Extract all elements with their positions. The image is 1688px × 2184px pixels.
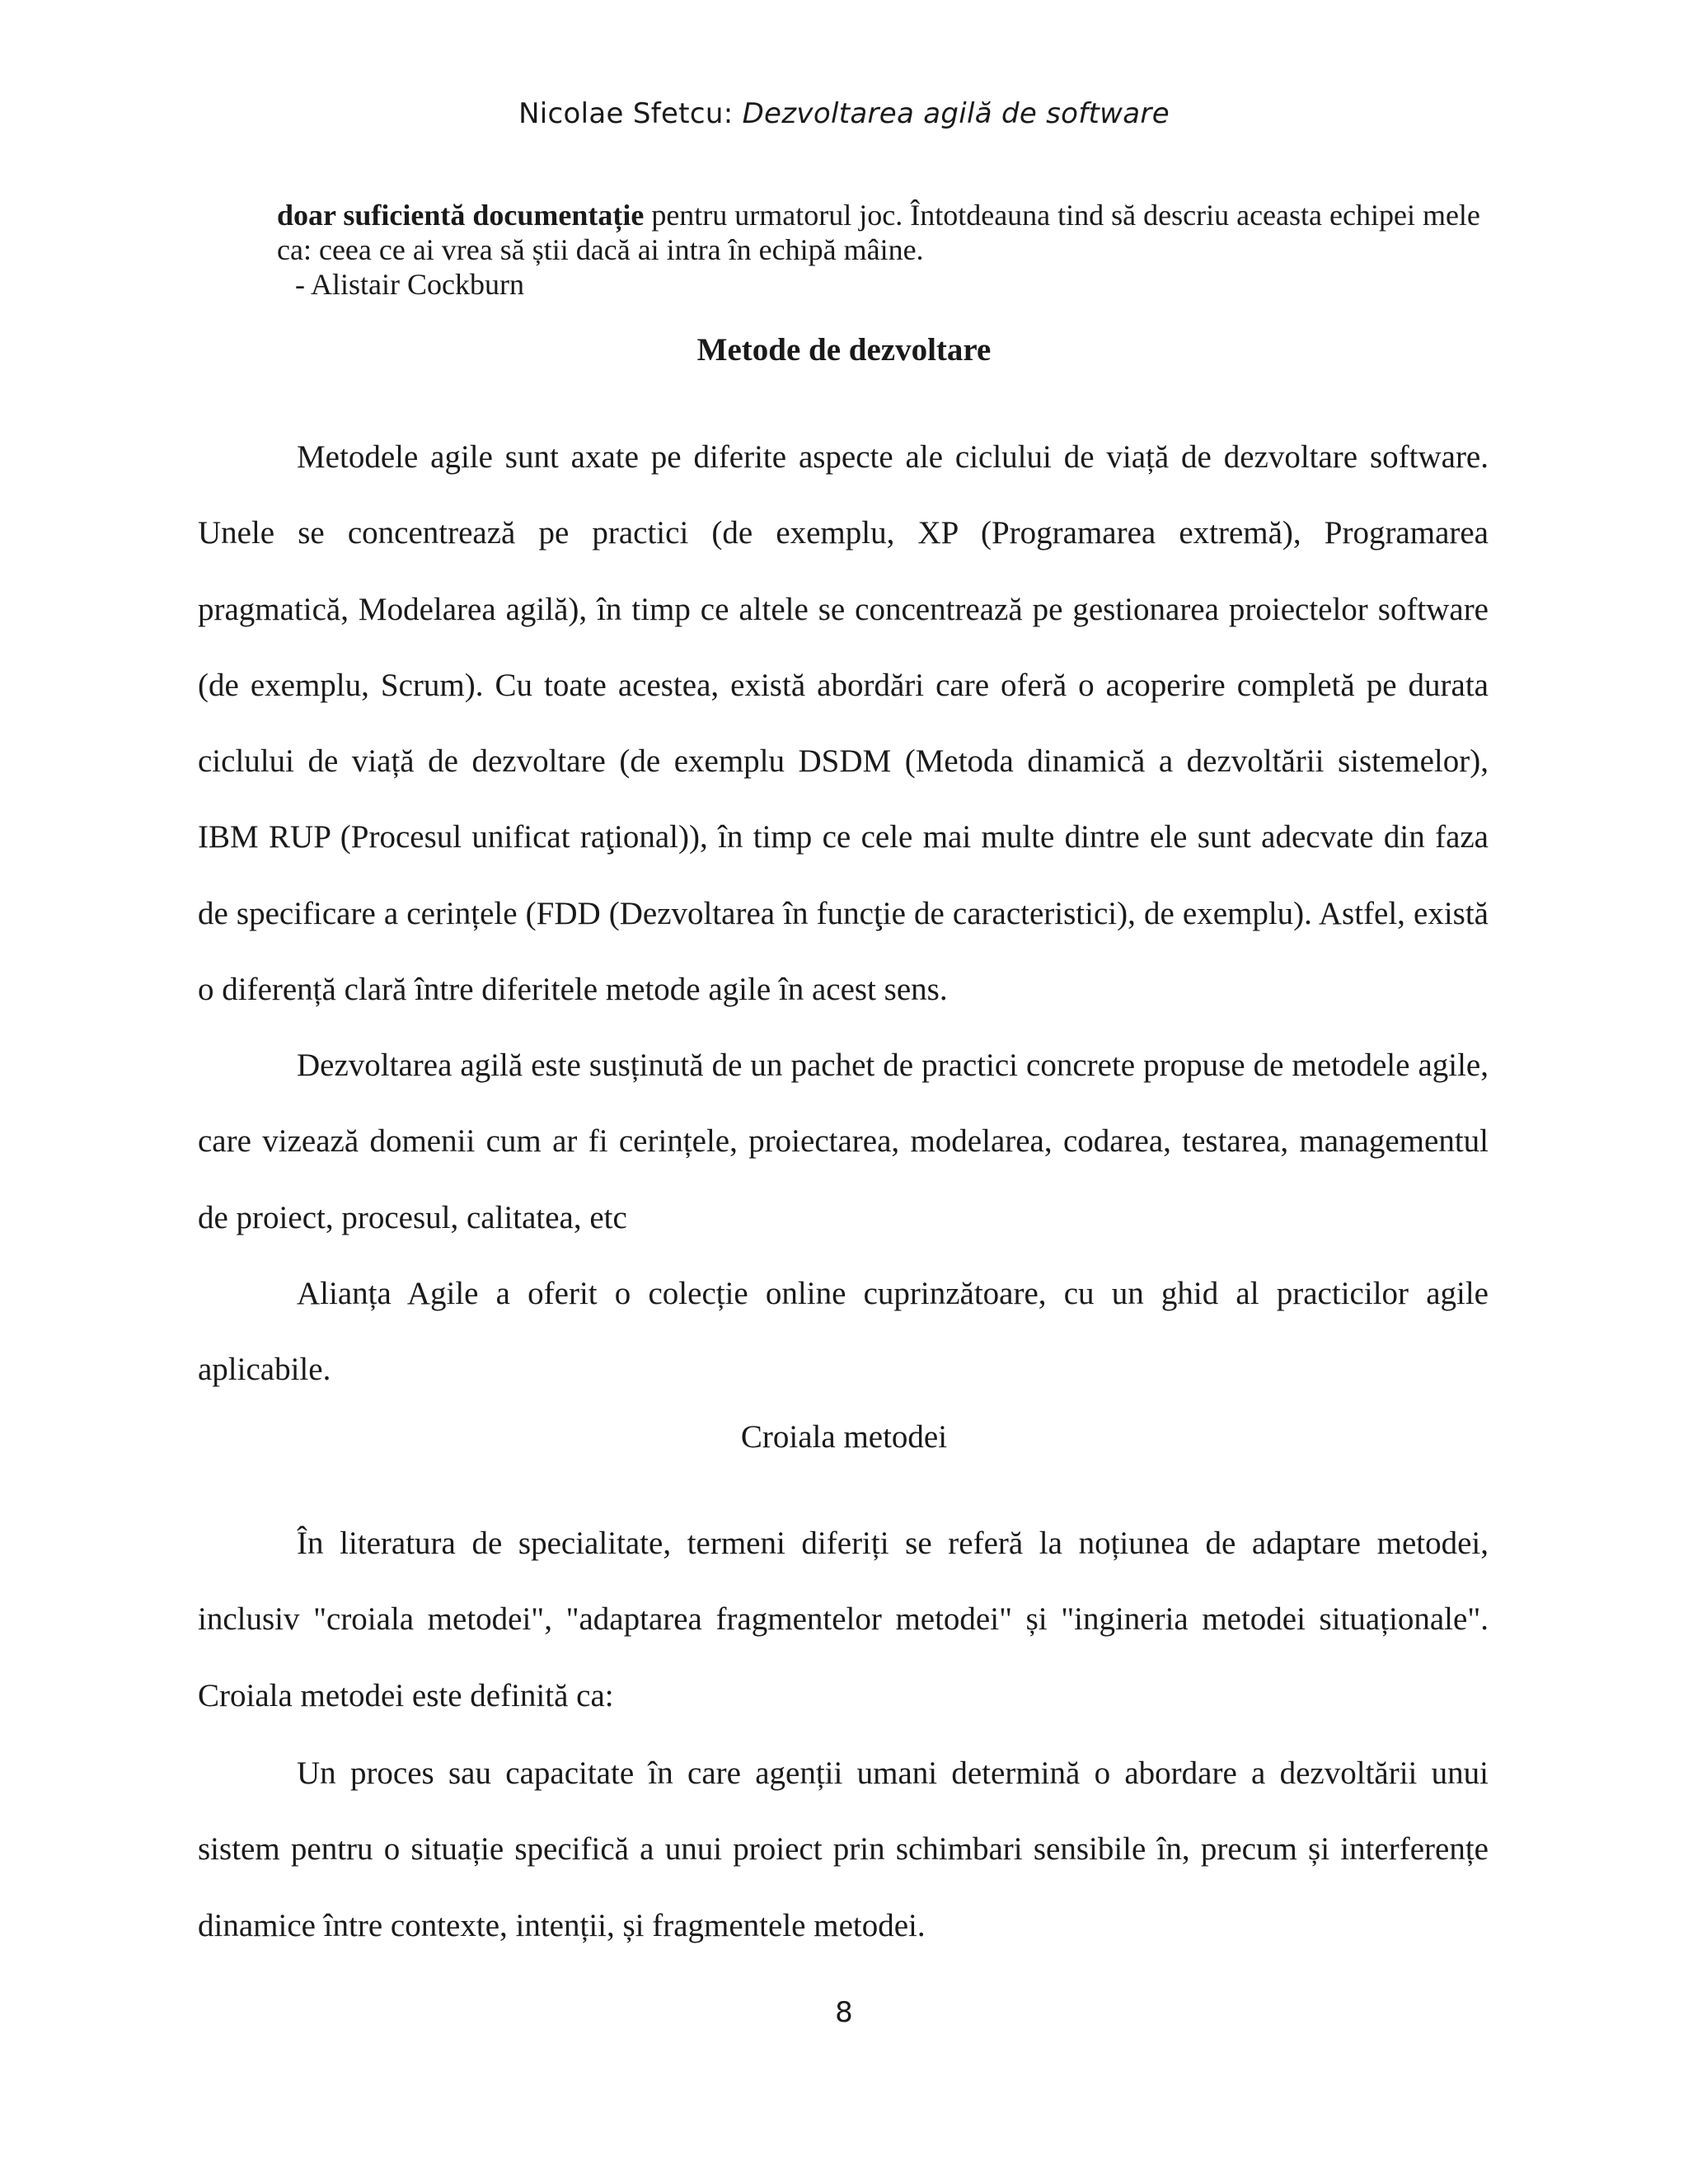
page-number: 8	[835, 1996, 853, 2029]
quote-text: pentru urmatorul joc. Întotdeauna tind să descriu aceasta echipei mele ca: ceea ce ai vrea să știi dacă ai intra în echipă mâine.	[277, 199, 1480, 266]
section-heading: Metode de dezvoltare	[696, 332, 992, 368]
header-author: Nicolae Sfetcu:	[518, 97, 743, 130]
epigraph-quote	[277, 198, 1489, 302]
running-header	[0, 97, 1688, 130]
paragraph-agile-methods: Metodele agile sunt axate pe diferite aspecte ale ciclului de viață de dezvoltare software. Unele se concentrează pe practici (de exemplu, XP (Programarea extremă), Programarea pragmatică, Modelarea agilă), în timp ce altele se concentrează pe gestionarea proiectelor software (de exemplu, Scrum). Cu toate acestea, există abordări care oferă o acoperire completă pe durata ciclului de viață de dezvoltare (de exemplu DSDM (Metoda dinamică a dezvoltării sistemelor), IBM RUP (Procesul unificat raţional)), în timp ce cele mai multe dintre ele sunt adecvate din faza de specificare a cerințele (FDD (Dezvoltarea în funcţie de caracteristici), de exemplu). Astfel, există o diferență clară între diferitele metode agile în acest sens.	[198, 439, 1489, 1008]
paragraph-method-tailoring: În literatura de specialitate, termeni diferiți se referă la noțiunea de adaptare metodei, inclusiv "croiala metodei", "adaptarea fragmentelor metodei" și "ingineria metodei situaționale". Croiala metodei este definită ca:	[198, 1526, 1489, 1713]
header-book-title: Dezvoltarea agilă de software	[742, 97, 1170, 130]
quote-attribution: - Alistair Cockburn	[295, 268, 524, 301]
paragraph-definition: Un proces sau capacitate în care agenții umani determină o abordare a dezvoltării unui sistem pentru o situație specifică a unui proiect prin schimbari sensibile în, precum și interferențe dinamice între contexte, intenții, și fragmentele metodei.	[198, 1755, 1489, 1943]
paragraph-agile-alliance: Alianța Agile a oferit o colecție online cuprinzătoare, cu un ghid al practicilor agile aplicabile.	[198, 1276, 1489, 1388]
quote-bold-lead: doar suficientă documentație	[277, 199, 645, 232]
subsection-heading: Croiala metodei	[740, 1419, 948, 1455]
paragraph-agile-practices: Dezvoltarea agilă este susținută de un pachet de practici concrete propuse de metodele agile, care vizează domenii cum ar fi cerințele, proiectarea, modelarea, codarea, testarea, managementul de proiect, procesul, calitatea, etc	[198, 1047, 1489, 1235]
